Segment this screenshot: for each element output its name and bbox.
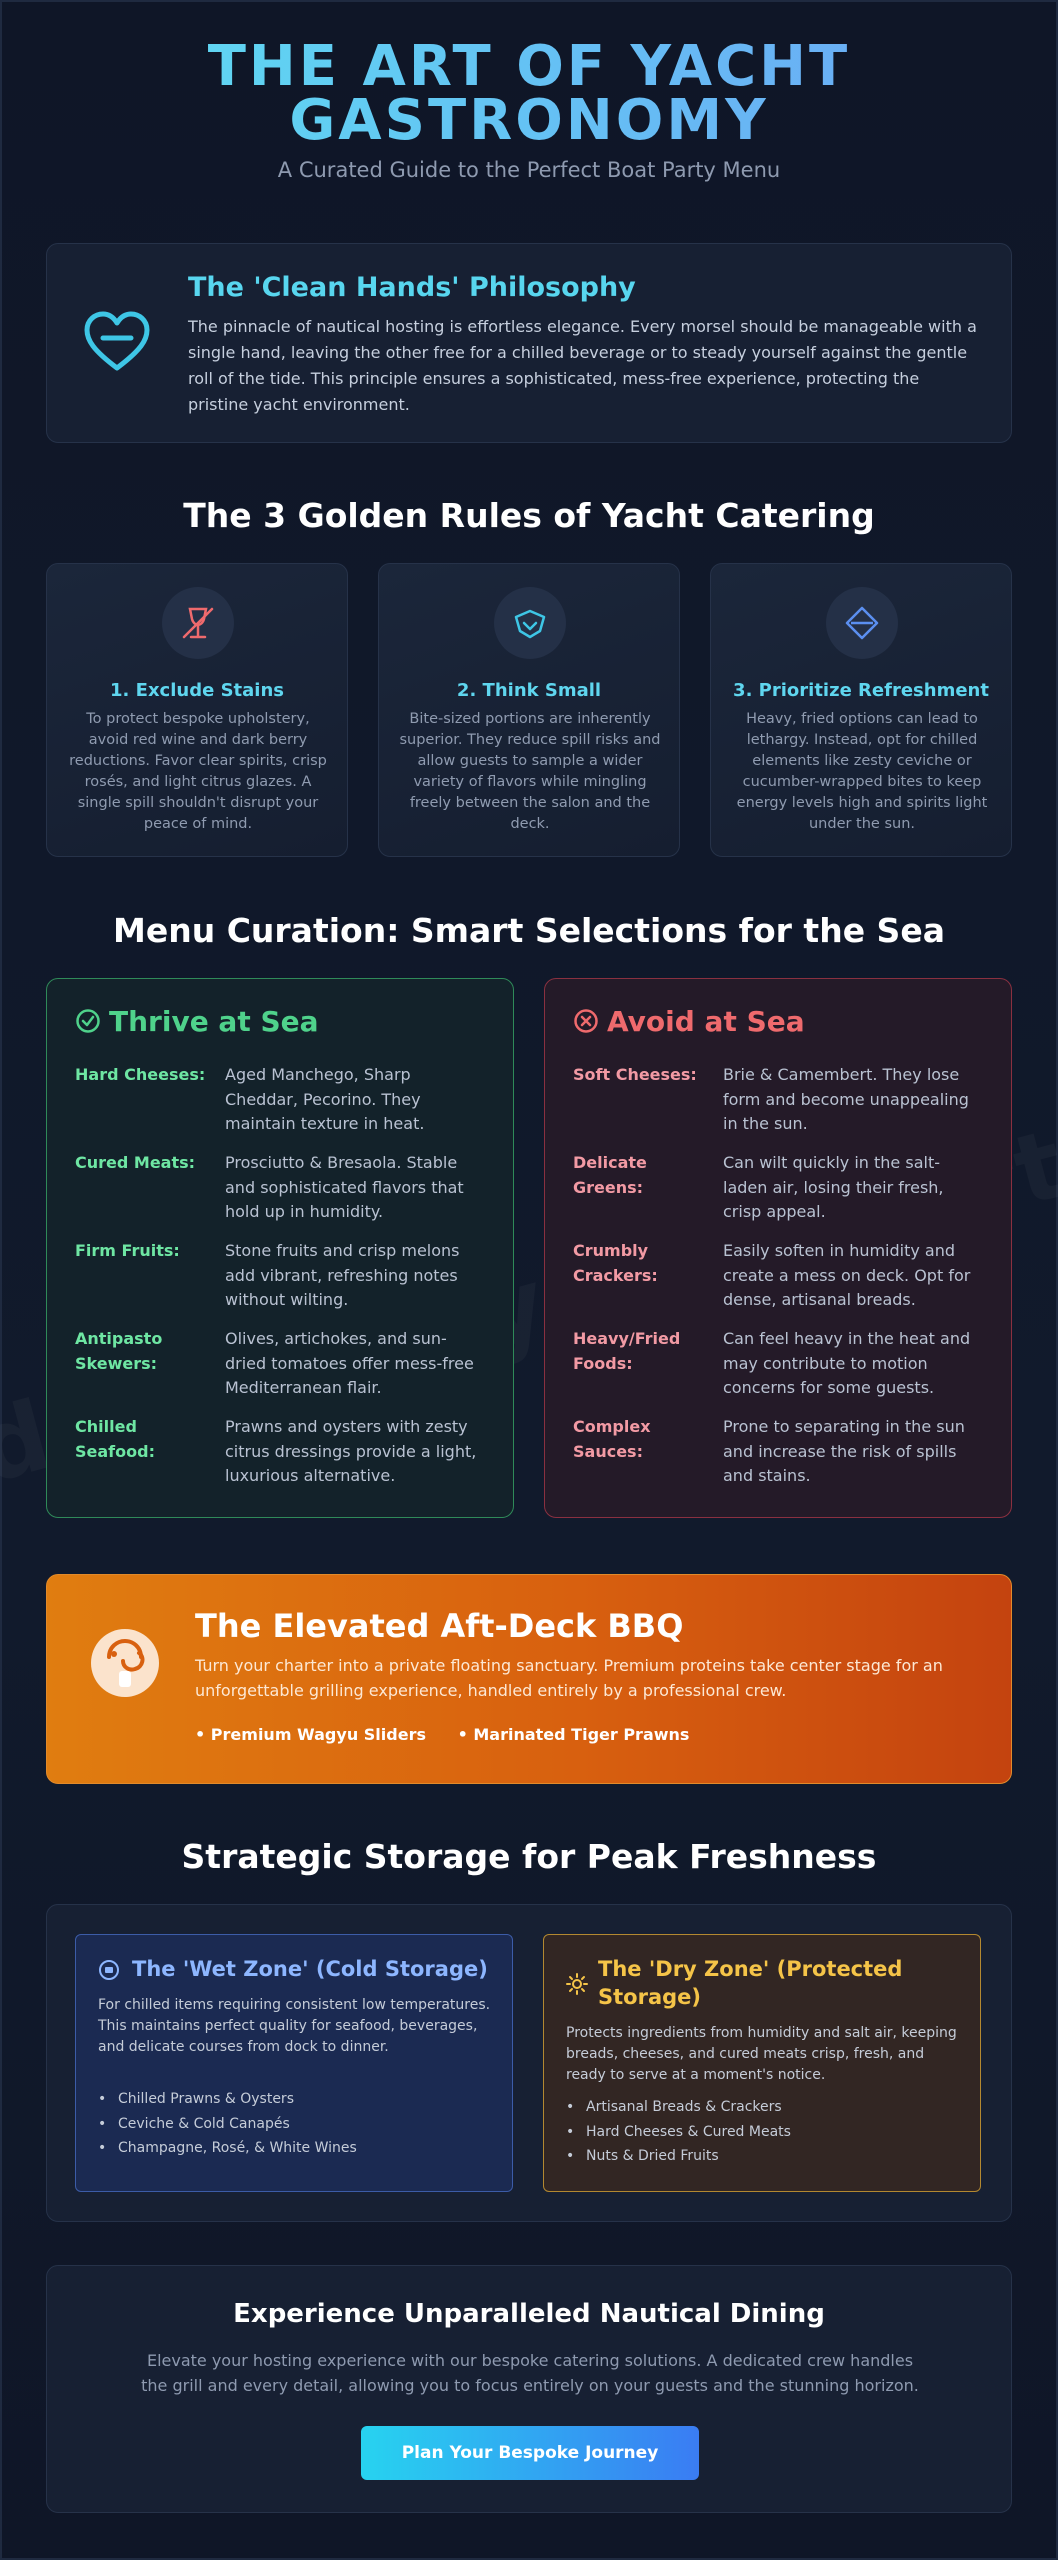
item-text: Can feel heavy in the heat and may contribute to motion concerns for some guests. xyxy=(723,1329,971,1397)
no-wine-icon xyxy=(178,603,218,643)
cta-text: Elevate your hosting experience with our bespoke catering solutions. A dedicated crew handles the grill and every detail, allowing you to focus entirely on your guests and the stunning horizon. xyxy=(141,2351,919,2395)
item-label: Firm Fruits: xyxy=(75,1241,180,1260)
item-label: Complex Sauces: xyxy=(573,1417,651,1461)
philosophy-card xyxy=(46,243,1012,443)
small-portion-icon xyxy=(510,603,550,643)
rule-title: 3. Prioritize Refreshment xyxy=(733,680,989,701)
thrive-heading xyxy=(75,1005,319,1038)
dry-zone-title: The 'Dry Zone' (Protected Storage) xyxy=(598,1957,903,2009)
list-item: • Artisanal Breads & Crackers xyxy=(566,2095,791,2120)
philosophy-text: The pinnacle of nautical hosting is effortless elegance. Every morsel should be manageable with a single hand, leaving the other free for a chilled beverage or to steady yourself against the gentle roll of the tide. This principle ensures a sophisticated, mess-free experience, protecting the pristine yacht environment. xyxy=(188,317,977,414)
storage-section-title: Strategic Storage for Peak Freshness xyxy=(181,1837,877,1876)
list-item: • Ceviche & Cold Canapés xyxy=(98,2112,357,2137)
list-item: • Hard Cheeses & Cured Meats xyxy=(566,2120,791,2145)
plan-journey-button[interactable]: Plan Your Bespoke Journey xyxy=(361,2426,699,2480)
list-item: • Chilled Prawns & Oysters xyxy=(98,2087,357,2112)
bbq-highlight: • Premium Wagyu Sliders xyxy=(195,1725,426,1744)
dry-zone-panel xyxy=(543,1934,981,2192)
grill-icon xyxy=(89,1627,161,1699)
refreshment-icon xyxy=(842,603,882,643)
dry-zone-text: Protects ingredients from humidity and salt air, keeping breads, cheeses, and cured meats crisp, fresh, and ready to serve at a moment's notice. xyxy=(566,2025,957,2083)
list-item: • Champagne, Rosé, & White Wines xyxy=(98,2136,357,2161)
wet-zone-text: For chilled items requiring consistent low temperatures. This maintains perfect quality for seafood, beverages, and delicate courses from dock to dinner. xyxy=(98,1997,491,2055)
item-label: Cured Meats: xyxy=(75,1153,196,1172)
cta-card xyxy=(46,2265,1012,2513)
item-text: Stone fruits and crisp melons add vibrant, refreshing notes without wilting. xyxy=(225,1241,460,1309)
dry-zone-heading xyxy=(566,1955,966,2011)
sun-icon xyxy=(566,1973,588,1995)
item-label: Antipasto Skewers: xyxy=(75,1329,163,1373)
rule-icon-container xyxy=(826,587,898,659)
heart-icon xyxy=(81,306,153,378)
storage-card xyxy=(46,1904,1012,2222)
item-label: Delicate Greens: xyxy=(573,1153,647,1197)
thrive-card xyxy=(46,978,514,1518)
rule-card-stains xyxy=(46,563,348,857)
rule-title: 2. Think Small xyxy=(456,680,602,701)
avoid-title: Avoid at Sea xyxy=(607,1005,805,1038)
item-text: Olives, artichokes, and sun-dried tomatoes offer mess-free Mediterranean flair. xyxy=(225,1329,474,1397)
cta-title: Experience Unparalleled Nautical Dining xyxy=(233,2299,825,2329)
item-text: Prone to separating in the sun and increase the risk of spills and stains. xyxy=(723,1417,965,1485)
bbq-title: The Elevated Aft-Deck BBQ xyxy=(195,1607,684,1645)
wet-zone-heading xyxy=(98,1955,498,1983)
header xyxy=(0,34,1058,182)
item-text: Prawns and oysters with zesty citrus dressings provide a light, luxurious alternative. xyxy=(225,1417,477,1485)
page-subtitle: A Curated Guide to the Perfect Boat Party Menu xyxy=(277,158,781,182)
item-label: Heavy/Fried Foods: xyxy=(573,1329,681,1373)
rule-card-think-small xyxy=(378,563,680,857)
wet-zone-title: The 'Wet Zone' (Cold Storage) xyxy=(132,1957,488,1981)
bbq-highlights xyxy=(195,1725,715,1744)
bbq-text: Turn your charter into a private floating sanctuary. Premium proteins take center stage for an unforgettable grilling experience, handled entirely by a professional crew. xyxy=(195,1656,943,1700)
rule-card-refreshment xyxy=(710,563,1012,857)
item-label: Chilled Seafood: xyxy=(75,1417,155,1461)
philosophy-title: The 'Clean Hands' Philosophy xyxy=(188,272,636,303)
wet-zone-panel xyxy=(75,1934,513,2192)
bbq-highlight: • Marinated Tiger Prawns xyxy=(457,1725,690,1744)
rule-icon-container xyxy=(162,587,234,659)
menu-section-title: Menu Curation: Smart Selections for the Sea xyxy=(113,911,945,950)
check-circle-icon xyxy=(75,1008,101,1034)
thrive-title: Thrive at Sea xyxy=(109,1005,319,1038)
rule-text: Bite-sized portions are inherently superior. They reduce spill risks and allow guests to sample a wider variety of flavors while mingling freely between the salon and the deck. xyxy=(399,711,661,832)
rule-icon-container xyxy=(494,587,566,659)
rule-title: 1. Exclude Stains xyxy=(110,680,284,701)
item-text: Easily soften in humidity and create a mess on deck. Opt for dense, artisanal breads. xyxy=(723,1241,971,1309)
item-text: Prosciutto & Bresaola. Stable and sophisticated flavors that hold up in humidity. xyxy=(225,1153,464,1221)
item-text: Can wilt quickly in the salt-laden air, losing their fresh, crisp appeal. xyxy=(723,1153,944,1221)
item-label: Hard Cheeses: xyxy=(75,1065,206,1084)
rules-section-title: The 3 Golden Rules of Yacht Catering xyxy=(183,496,875,535)
dry-zone-list xyxy=(566,2095,791,2169)
item-text: Brie & Camembert. They lose form and become unappealing in the sun. xyxy=(723,1065,969,1133)
item-text: Aged Manchego, Sharp Cheddar, Pecorino. They maintain texture in heat. xyxy=(225,1065,425,1133)
bbq-banner xyxy=(46,1574,1012,1784)
fridge-icon xyxy=(98,1959,120,1981)
rule-text: Heavy, fried options can lead to lethargy. Instead, opt for chilled elements like zesty ceviche or cucumber-wrapped bites to keep energy levels high and spirits light under the sun. xyxy=(736,711,988,832)
wet-zone-list xyxy=(98,2087,357,2161)
item-label: Soft Cheeses: xyxy=(573,1065,697,1084)
avoid-card xyxy=(544,978,1012,1518)
item-label: Crumbly Crackers: xyxy=(573,1241,658,1285)
page-title: THE ART OF YACHT GASTRONOMY xyxy=(179,40,879,148)
list-item: • Nuts & Dried Fruits xyxy=(566,2144,791,2169)
avoid-heading xyxy=(573,1005,805,1038)
rule-text: To protect bespoke upholstery, avoid red wine and dark berry reductions. Favor clear spirits, crisp rosés, and light citrus glazes. A single spill shouldn't disrupt your peace of mind. xyxy=(69,711,327,832)
x-circle-icon xyxy=(573,1008,599,1034)
